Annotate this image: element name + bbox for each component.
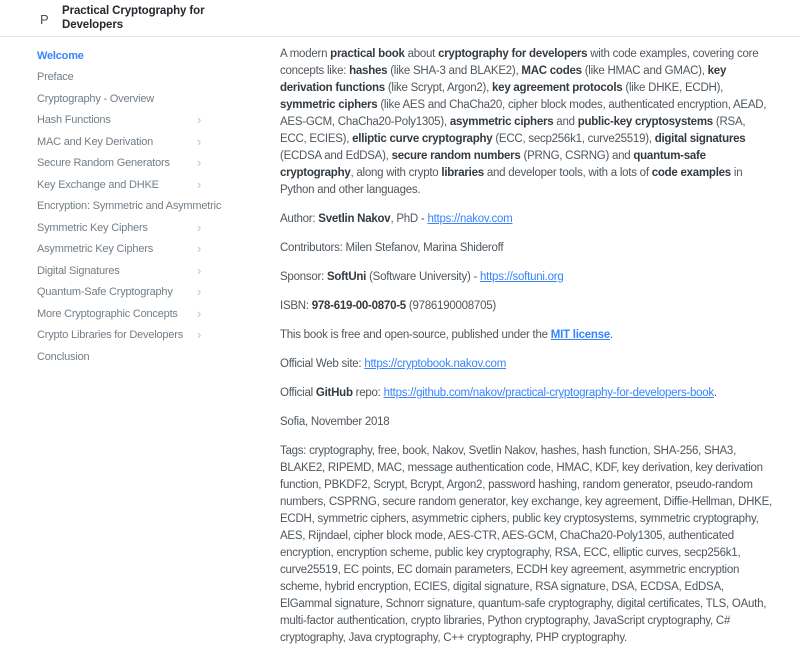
bold-text: GitHub xyxy=(315,387,353,399)
bold-text: secure random numbers xyxy=(391,150,521,162)
bold-text: symmetric ciphers xyxy=(280,99,378,111)
bold-text: key agreement protocols xyxy=(492,82,623,94)
text-run: . xyxy=(713,387,717,399)
chevron-right-icon: › xyxy=(197,305,202,321)
text-run: about xyxy=(404,48,439,60)
text-run: (ECC, secp256k1, curve25519), xyxy=(492,133,655,145)
bold-text: SoftUni xyxy=(326,271,367,283)
sidebar-item-welcome[interactable] xyxy=(0,45,240,67)
sidebar-item-label: Crypto Libraries for Developers xyxy=(37,329,184,342)
contributors-line xyxy=(280,240,772,257)
chevron-right-icon: › xyxy=(197,133,202,149)
book-logo[interactable]: P xyxy=(40,12,49,27)
text-run: repo: xyxy=(352,387,384,399)
sidebar-item-conclusion[interactable] xyxy=(0,346,240,368)
bold-text: public-key cryptosystems xyxy=(577,116,713,128)
text-run: (like AES and ChaCha20, cipher block modes, authenticated encryption, AEAD, AES-GCM, ChaCha20-Poly1305), xyxy=(280,99,767,128)
chevron-right-icon: › xyxy=(197,176,202,192)
top-header xyxy=(0,0,800,37)
text-run: Official Web site: xyxy=(280,358,365,370)
bold-text: asymmetric ciphers xyxy=(449,116,554,128)
text-run: (like SHA-3 and BLAKE2), xyxy=(387,65,522,77)
sidebar-item-preface[interactable] xyxy=(0,67,240,89)
text-run: Tags: cryptography, free, book, Nakov, Svetlin Nakov, hashes, hash function, SHA-256, SHA3, BLAKE2, RIPEMD, MAC, message authentication code, HMAC, KDF, key derivation, key derivation function, PBKDF2, Scrypt, Bcrypt, Argon2, password hashing, random generator, pseudo-random numbers, CSPRNG, secure random generator, key exchange, key agreement, Diffie-Hellman, DHKE, ECDH, symmetric ciphers, asymmetric ciphers, public key cryptosystems, symmetric cryptography, AES, Rijndael, cipher block mode, AES-CTR, AES-GCM, ChaCha20-Poly1305, authenticated encryption, encryption scheme, public key cryptography, RSA, ECC, elliptic curves, secp256k1, curve25519, EC points, EC domain parameters, ECDH key agreement, asymmetric encryption scheme, hybrid encryption, ECIES, digital signature, RSA signature, DSA, ECDSA, EdDSA, ElGammal signature, Schnorr signature, quantum-safe cryptography, digital certificates, TLS, OAuth, multi-factor authentication, crypto libraries, Python cryptography, JavaScript cryptography, C# cryptography, Java cryptography, C++ cryptography, PHP cryptography. xyxy=(280,445,772,644)
sidebar-item-cryptography-overview[interactable] xyxy=(0,88,240,110)
text-run: with code examples, covering core concepts like: xyxy=(280,48,759,77)
author-line xyxy=(280,211,772,228)
text-run: , along with crypto xyxy=(350,167,442,179)
bold-text: MAC codes xyxy=(521,65,582,77)
text-run: (9786190008705) xyxy=(405,300,496,312)
sidebar-item-label: Digital Signatures xyxy=(37,264,120,277)
sidebar-item-digital-signatures[interactable] xyxy=(0,260,240,282)
text-run: . xyxy=(610,329,613,341)
sidebar-item-mac-and-key-derivation[interactable] xyxy=(0,131,240,153)
sidebar-item-symmetric-key-ciphers[interactable] xyxy=(0,217,240,239)
sidebar-item-label: Asymmetric Key Ciphers xyxy=(37,243,154,256)
sidebar-item-quantum-safe-cryptography[interactable] xyxy=(0,282,240,304)
text-run: Author: xyxy=(280,213,319,225)
sidebar-item-label: Key Exchange and DHKE xyxy=(37,178,159,191)
text-run: Sofia, November 2018 xyxy=(280,416,390,428)
sidebar-item-label: Quantum-Safe Cryptography xyxy=(37,286,173,299)
text-run: and developer tools, with a lots of xyxy=(483,167,652,179)
link[interactable]: MIT license xyxy=(550,329,610,341)
tags-paragraph xyxy=(280,443,772,647)
sidebar-item-key-exchange-and-dhke[interactable] xyxy=(0,174,240,196)
chevron-right-icon: › xyxy=(197,112,202,128)
sidebar-item-label: Secure Random Generators xyxy=(37,157,170,170)
text-run: A modern xyxy=(280,48,331,60)
bold-text: elliptic curve cryptography xyxy=(352,133,493,145)
sidebar-item-label: Welcome xyxy=(37,49,84,62)
text-run: (like DHKE, ECDH), xyxy=(622,82,724,94)
sidebar-item-label: Conclusion xyxy=(37,350,90,363)
text-run: (RSA, ECC, ECIES), xyxy=(280,116,746,145)
github-line xyxy=(280,385,772,402)
sidebar-item-label: MAC and Key Derivation xyxy=(37,135,154,148)
chevron-right-icon: › xyxy=(197,284,202,300)
sidebar-item-label: More Cryptographic Concepts xyxy=(37,307,178,320)
text-run: (like HMAC and GMAC), xyxy=(581,65,708,77)
link[interactable]: https://softuni.org xyxy=(480,271,564,283)
text-run: (like Scrypt, Argon2), xyxy=(384,82,493,94)
website-line xyxy=(280,356,772,373)
sidebar-item-asymmetric-key-ciphers[interactable] xyxy=(0,239,240,261)
text-run: in Python and other languages. xyxy=(280,167,743,196)
sidebar-item-label: Encryption: Symmetric and Asymmetric xyxy=(37,200,222,213)
text-run: Official xyxy=(280,387,316,399)
sidebar-item-hash-functions[interactable] xyxy=(0,110,240,132)
sidebar-item-label: Hash Functions xyxy=(37,114,111,127)
bold-text: 978-619-00-0870-5 xyxy=(311,300,406,312)
chevron-right-icon: › xyxy=(197,219,202,235)
bold-text: hashes xyxy=(349,65,388,77)
link[interactable]: https://nakov.com xyxy=(427,213,513,225)
bold-text: cryptography for developers xyxy=(438,48,588,60)
text-run: This book is free and open-source, published under the xyxy=(280,329,551,341)
bold-text: key derivation functions xyxy=(280,65,727,94)
text-run: , PhD - xyxy=(390,213,428,225)
license-line xyxy=(280,327,772,344)
text-run: (ECDSA and EdDSA), xyxy=(280,150,392,162)
text-run: ISBN: xyxy=(280,300,312,312)
chevron-right-icon: › xyxy=(197,241,202,257)
text-run: (Software University) - xyxy=(366,271,481,283)
sidebar-nav xyxy=(0,37,240,610)
sidebar-item-more-cryptographic-concepts[interactable] xyxy=(0,303,240,325)
link[interactable]: https://github.com/nakov/practical-cryptography-for-developers-book xyxy=(383,387,714,399)
sidebar-item-label: Preface xyxy=(37,71,74,84)
bold-text: code examples xyxy=(651,167,731,179)
sidebar-item-encryption-symmetric-and-asymmetric[interactable] xyxy=(0,196,240,218)
isbn-line xyxy=(280,298,772,315)
text-run: and xyxy=(553,116,578,128)
chevron-right-icon: › xyxy=(197,262,202,278)
link[interactable]: https://cryptobook.nakov.com xyxy=(364,358,507,370)
bold-text: quantum-safe cryptography xyxy=(280,150,706,179)
sidebar-item-secure-random-generators[interactable] xyxy=(0,153,240,175)
bold-text: practical book xyxy=(330,48,405,60)
text-run: (PRNG, CSRNG) and xyxy=(520,150,634,162)
chevron-right-icon: › xyxy=(197,327,202,343)
sidebar-item-label: Symmetric Key Ciphers xyxy=(37,221,148,234)
chevron-right-icon: › xyxy=(197,155,202,171)
sidebar-item-label: Cryptography - Overview xyxy=(37,92,155,105)
bold-text: digital signatures xyxy=(654,133,746,145)
bold-text: Svetlin Nakov xyxy=(318,213,391,225)
bold-text: libraries xyxy=(441,167,484,179)
text-run: Sponsor: xyxy=(280,271,327,283)
sponsor-line xyxy=(280,269,772,286)
sidebar-item-crypto-libraries-for-developers[interactable] xyxy=(0,325,240,347)
text-run: Contributors: Milen Stefanov, Marina Shideroff xyxy=(280,242,504,254)
content xyxy=(280,37,772,659)
intro-paragraph xyxy=(280,46,772,199)
date-line xyxy=(280,414,772,431)
book-title[interactable]: Practical Cryptography for Developers xyxy=(62,5,205,31)
